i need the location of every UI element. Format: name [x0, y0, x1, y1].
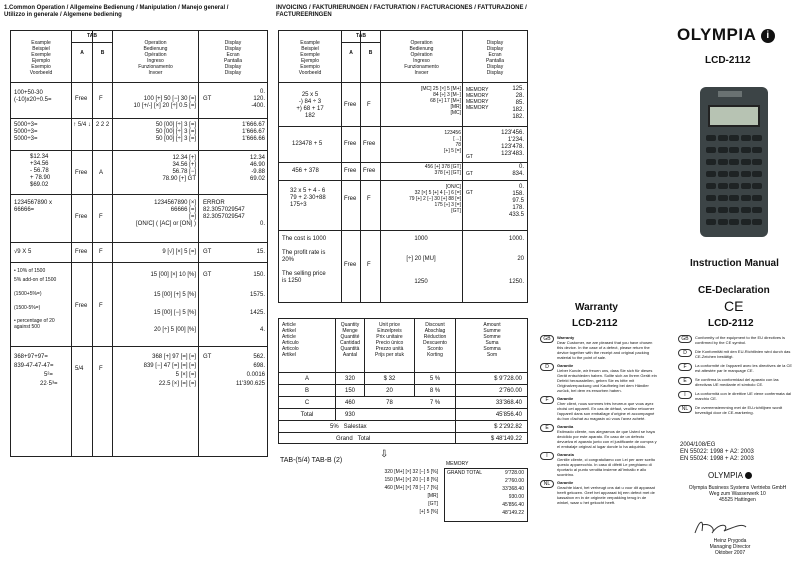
- olympia-logo-icon: i: [761, 29, 775, 43]
- calculator-key-icon: [741, 219, 751, 225]
- list-item: D Die Konformität mit den EU-Richtlinien wird durch das CE-Zeichen bestätigt.: [678, 349, 798, 359]
- ce-list: [678, 335, 798, 415]
- table-row: √9 X 5: [14, 249, 32, 255]
- calculator-key-icon: [752, 195, 762, 201]
- calculator-image: [700, 87, 768, 237]
- calculator-key-icon: [718, 207, 728, 213]
- calculator-key-icon: [706, 147, 716, 153]
- norms: 2004/108/EG EN 55022: 1998 + A2: 2003 EN 55024: 1998 + A2: 2003: [680, 442, 754, 462]
- col-example: Example Beispiel Exemple Ejemplo Esempio Voorbeeld: [29, 40, 53, 76]
- list-item: NL Garantie Geachte klant, het verheugt ons dat u voor dit apparaat heeft gekozen. Geef het apparaat bij een defect met de kassabon en in de originele verpakking terug in de winkel, waar u het gekocht heeft.: [540, 480, 660, 505]
- calculator-key-icon: [741, 195, 751, 201]
- calculator-key-icon: [729, 171, 739, 177]
- table-row: The cost is 1000 The profit rate is 20% The selling price is 1250: [282, 236, 327, 284]
- invoicing-heading: INVOICING / FAKTURIERUNGEN / FACTURATION / FACTURACIONES / FATTURAZIONE / FACTUREERINGEN: [276, 5, 527, 18]
- table-row: 368+97+97= 839-47-47-47= 5²= 22·5³=: [14, 354, 58, 387]
- calculator-key-icon: [729, 195, 739, 201]
- calculator-key-icon: [741, 147, 751, 153]
- calculator-key-icon: [729, 159, 739, 165]
- table-row: 5000÷3= 5000÷3= 5000÷3=: [14, 122, 38, 142]
- calculator-key-icon: [752, 171, 762, 177]
- list-item: GB Conformity of the equipment to the EU directives is confirmed by the CE symbol.: [678, 335, 798, 345]
- warranty-list: [540, 335, 660, 505]
- col-b: B: [100, 50, 105, 56]
- calculator-key-icon: [729, 135, 739, 141]
- calculator-key-icon: [752, 135, 762, 141]
- calculator-key-icon: [729, 219, 739, 225]
- calculator-key-icon: [718, 195, 728, 201]
- calculator-key-icon: [706, 183, 716, 189]
- tab-note: TAB-(5/4) TAB-B (2): [280, 457, 343, 464]
- calculator-key-icon: [706, 207, 716, 213]
- calculator-key-icon: [741, 135, 751, 141]
- warranty-title: Warranty: [575, 302, 618, 313]
- calculator-key-icon: [741, 207, 751, 213]
- brand-logo: OLYMPIA i: [677, 25, 775, 45]
- calculator-key-icon: [752, 183, 762, 189]
- list-item: E Se confirma la conformidad del aparato con las directivas UE mediante el símbolo CE.: [678, 377, 798, 387]
- instruction-manual-title: Instruction Manual: [690, 258, 779, 269]
- col-operation: Operation Bedienung Opération Ingreso Funzionamento Invoer: [138, 40, 173, 76]
- signer-block: Heinz Prygoda Managing Director Oktober 2007: [709, 538, 751, 556]
- calculator-key-icon: [729, 183, 739, 189]
- model-name: LCD-2112: [705, 55, 751, 66]
- invoice-col-article: Article Artikel Article Articulo Articolo Artikel: [282, 322, 299, 358]
- table-row: B: [304, 388, 309, 394]
- invoice-grand-label: Grand Total: [336, 436, 371, 442]
- calculator-key-icon: [752, 159, 762, 165]
- table-row: 123478 + 5: [292, 141, 323, 147]
- table-row: $12.34 +34.56 - 56.78 + 78.90 $69.02: [30, 154, 51, 188]
- ce-mark-icon: CE: [724, 298, 744, 314]
- list-item: I Garanzia Gentile cliente, ci congratuliamo con Lei per aver scelto questo apparecchio. In caso di difetti Le preghiamo di riportarlo al punto vendita insieme all'imballo e allo scontrino.: [540, 452, 660, 477]
- list-item: GB Warranty Dear Customer, we are pleased that you have chosen this device. In the case of a defect, please return the device together with the receipt and original packing material to the point of sale.: [540, 335, 660, 360]
- col-tab: TAB: [87, 33, 97, 39]
- table-row: • 10% of 1500 5% add-on of 1500 (1500+5%=) (1500-5%=) • percentage of 20 against 500: [14, 268, 57, 330]
- tab-operations: 320 [M+] [×] 32 [−] 5 [%] 150 [M+] [×] 20 [−] 8 [%] 460 [M+] [×] 78 [−] 7 [%] [MR] [GT] [+] 5 [%]: [384, 469, 438, 515]
- col-a: A: [80, 50, 84, 56]
- calculator-key-icon: [706, 195, 716, 201]
- calculator-key-icon: [718, 135, 728, 141]
- list-item: F Garantie Cher client, nous sommes très heureux que vous ayez choisi cet appareil. En cas de défaut, veuillez retourner l'appareil dans son emballage d'origine et accompagné du bon d'achat au magasin où vous l'avez acheté.: [540, 396, 660, 421]
- calculator-key-icon: [706, 219, 716, 225]
- list-item: D Garantie Lieber Kunde, wir freuen uns, dass Sie sich für dieses Gerät entschieden haben. Sollte sich an Ihrem Gerät ein Defekt herausstellen, geben Sie es bitte mit Originalverpackung und Kaufbeleg bei dem Händler zurück, bei dem es erworben haben.: [540, 363, 660, 393]
- section-heading: 1.Common Operation / Allgemeine Bedienung / Manipulation / Manejo general / Utilizzo in generale / Algemene bediening: [4, 5, 229, 18]
- calculator-key-icon: [752, 219, 762, 225]
- calculator-key-icon: [706, 159, 716, 165]
- company-address: Olympia Business Systems Vertriebs GmbH Weg zum Wasserwerk 10 45525 Hattingen: [688, 485, 787, 503]
- arrow-down-icon: ⇩: [380, 449, 389, 460]
- warranty-model: LCD-2112: [572, 318, 618, 329]
- list-item: I La conformità con le direttive UE viene confermata dal marchio CE.: [678, 391, 798, 401]
- ce-model: LCD-2112: [708, 318, 754, 329]
- calculator-key-icon: [718, 159, 728, 165]
- list-item: E Garantía Estimado cliente, nos alegramos de que Usted se haya decidido por este aparato. En caso de un defecto devuelva el aparato junto con el justificante de compra y el embalaje original al lugar donde lo ha adquirido.: [540, 424, 660, 449]
- table-row: C: [304, 400, 310, 406]
- calculator-key-icon: [752, 147, 762, 153]
- table-row: 32 x 5 + 4 - 6 79 + 2·30+88 175÷3: [290, 188, 326, 208]
- calculator-key-icon: [718, 219, 728, 225]
- list-item: NL De overeenstemming met de EU-richtlijnen wordt bevestigd door de CE-markering.: [678, 405, 798, 415]
- signature-image: [690, 515, 750, 537]
- table-row: 25 x 5 -) 84 ÷ 3 +) 68 + 17 182: [296, 92, 324, 119]
- olympia-logo-icon: [745, 472, 752, 479]
- calculator-key-icon: [741, 183, 751, 189]
- list-item: F La conformité de l'appareil avec les directives de la CE est attestée par le marquage CE.: [678, 363, 798, 373]
- footer-brand-logo: OLYMPIA: [708, 471, 752, 480]
- col-display: Display Display Ecran Pantalla Display Display: [223, 40, 243, 76]
- calculator-key-icon: [706, 171, 716, 177]
- invoice-tax-label: 5% Salestax: [330, 424, 367, 430]
- table-row: 456 + 378: [292, 168, 319, 174]
- calculator-key-icon: [729, 207, 739, 213]
- calculator-key-icon: [718, 147, 728, 153]
- memory-header: MEMORY: [446, 461, 469, 467]
- calculator-key-icon: [718, 183, 728, 189]
- ce-title: CE-Declaration: [698, 285, 770, 296]
- calculator-key-icon: [752, 207, 762, 213]
- calculator-key-icon: [718, 171, 728, 177]
- calculator-key-icon: [741, 159, 751, 165]
- table-row: A: [304, 376, 309, 382]
- invoice-total-label: Total: [300, 412, 314, 418]
- table-row: 1234567890 x 66666=: [14, 200, 53, 213]
- calculator-key-icon: [706, 135, 716, 141]
- table-row: 100+50-30 (-10)x20÷0.5=: [14, 90, 52, 103]
- calculator-key-icon: [741, 171, 751, 177]
- calculator-key-icon: [729, 147, 739, 153]
